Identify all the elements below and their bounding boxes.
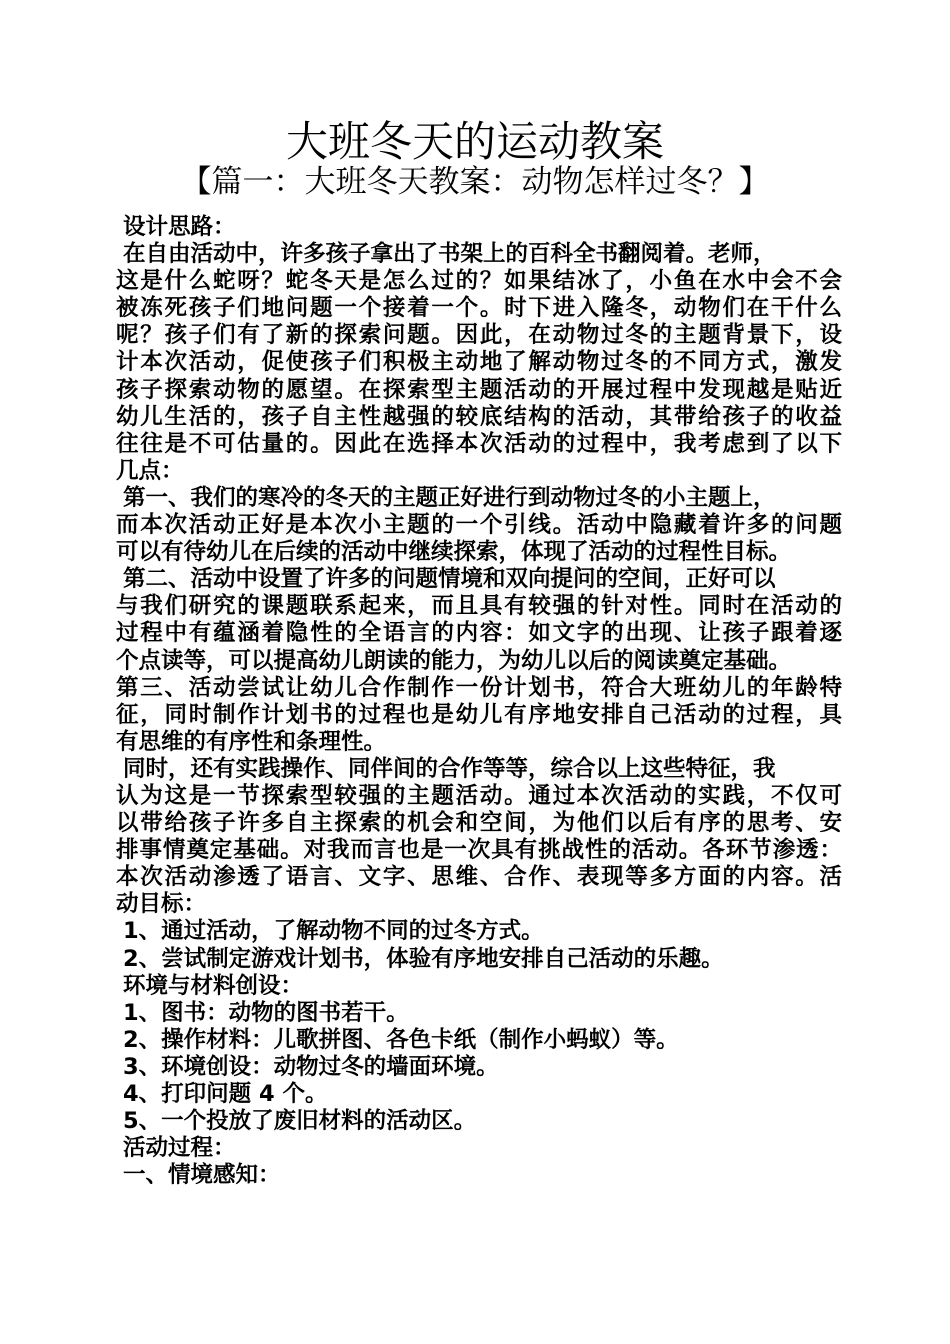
paragraph-line: 第二、活动中设置了许多的问题情境和双向提问的空间，正好可以 [123, 566, 776, 593]
paragraph-line: 个点读等，可以提高幼儿朗读的能力，为幼儿以后的阅读奠定基础。 [116, 647, 792, 674]
paragraph-line: 孩子探索动物的愿望。在探索型主题活动的开展过程中发现越是贴近 [116, 376, 842, 403]
paragraph-line: 往往是不可估量的。因此在选择本次活动的过程中，我考虑到了以下 [116, 430, 842, 457]
paragraph-line: 认为这是一节探索型较强的主题活动。通过本次活动的实践，不仅可 [116, 782, 842, 809]
document-body [116, 214, 842, 1189]
paragraph-line: 4、打印问题 4 个。 [123, 1081, 328, 1107]
paragraph-line: 2、操作材料：儿歌拼图、各色卡纸（制作小蚂蚁）等。 [123, 1026, 679, 1053]
paragraph-line: 第一、我们的寒冷的冬天的主题正好进行到动物过冬的小主题上， [123, 484, 776, 511]
paragraph-line: 可以有待幼儿在后续的活动中继续探索，体现了活动的过程性目标。 [116, 539, 792, 566]
paragraph-line: 计本次活动，促使孩子们积极主动地了解动物过冬的不同方式，激发 [116, 349, 842, 376]
document-title: 大班冬天的运动教案 [285, 117, 664, 166]
paragraph-line: 活动过程： [123, 1135, 236, 1162]
paragraph-line: 过程中有蕴涵着隐性的全语言的内容：如文字的出现、让孩子跟着逐 [116, 620, 842, 647]
paragraph-line: 以带给孩子许多自主探索的机会和空间，为他们以后有序的思考、安 [116, 810, 842, 837]
paragraph-line: 幼儿生活的，孩子自主性越强的较底结构的活动，其带给孩子的收益 [116, 403, 842, 430]
paragraph-line: 环境与材料创设： [123, 972, 304, 999]
paragraph-line: 1、通过活动，了解动物不同的过冬方式。 [123, 918, 544, 945]
paragraph-line: 2、尝试制定游戏计划书，体验有序地安排自己活动的乐趣。 [123, 945, 724, 972]
paragraph-line: 1、图书：动物的图书若干。 [123, 999, 409, 1026]
paragraph-line: 本次活动渗透了语言、文字、思维、合作、表现等多方面的内容。活 [116, 864, 842, 891]
paragraph-line: 动目标： [116, 891, 207, 918]
paragraph-line: 同时，还有实践操作、同伴间的合作等等，综合以上这些特征，我 [123, 755, 776, 782]
paragraph-line: 征，同时制作计划书的过程也是幼儿有序地安排自己活动的过程，具 [116, 701, 842, 728]
paragraph-line: 几点： [116, 457, 184, 484]
paragraph-line: 3、环境创设：动物过冬的墙面环境。 [123, 1053, 499, 1080]
paragraph-line: 一、情境感知： [123, 1162, 281, 1189]
paragraph-line: 第三、活动尝试让幼儿合作制作一份计划书，符合大班幼儿的年龄特 [116, 674, 842, 701]
paragraph-line: 这是什么蛇呀？蛇冬天是怎么过的？如果结冰了，小鱼在水中会不会 [116, 268, 842, 295]
paragraph-line: 有思维的有序性和条理性。 [116, 728, 387, 755]
paragraph-line: 而本次活动正好是本次小主题的一个引线。活动中隐藏着许多的问题 [116, 512, 842, 539]
paragraph-line: 在自由活动中，许多孩子拿出了书架上的百科全书翻阅着。老师， [123, 241, 776, 268]
paragraph-line: 与我们研究的课题联系起来，而且具有较强的针对性。同时在活动的 [116, 593, 842, 620]
paragraph-line: 排事情奠定基础。对我而言也是一次具有挑战性的活动。各环节渗透： [116, 837, 842, 864]
paragraph-line: 设计思路： [123, 214, 236, 240]
paragraph-line: 被冻死孩子们地问题一个接着一个。时下进入隆冬，动物们在干什么 [116, 295, 842, 322]
paragraph-line: 呢？孩子们有了新的探索问题。因此，在动物过冬的主题背景下，设 [116, 322, 842, 349]
paragraph-line: 5、一个投放了废旧材料的活动区。 [123, 1108, 477, 1135]
document-subtitle: 【篇一：大班冬天教案：动物怎样过冬？】 [180, 164, 770, 200]
